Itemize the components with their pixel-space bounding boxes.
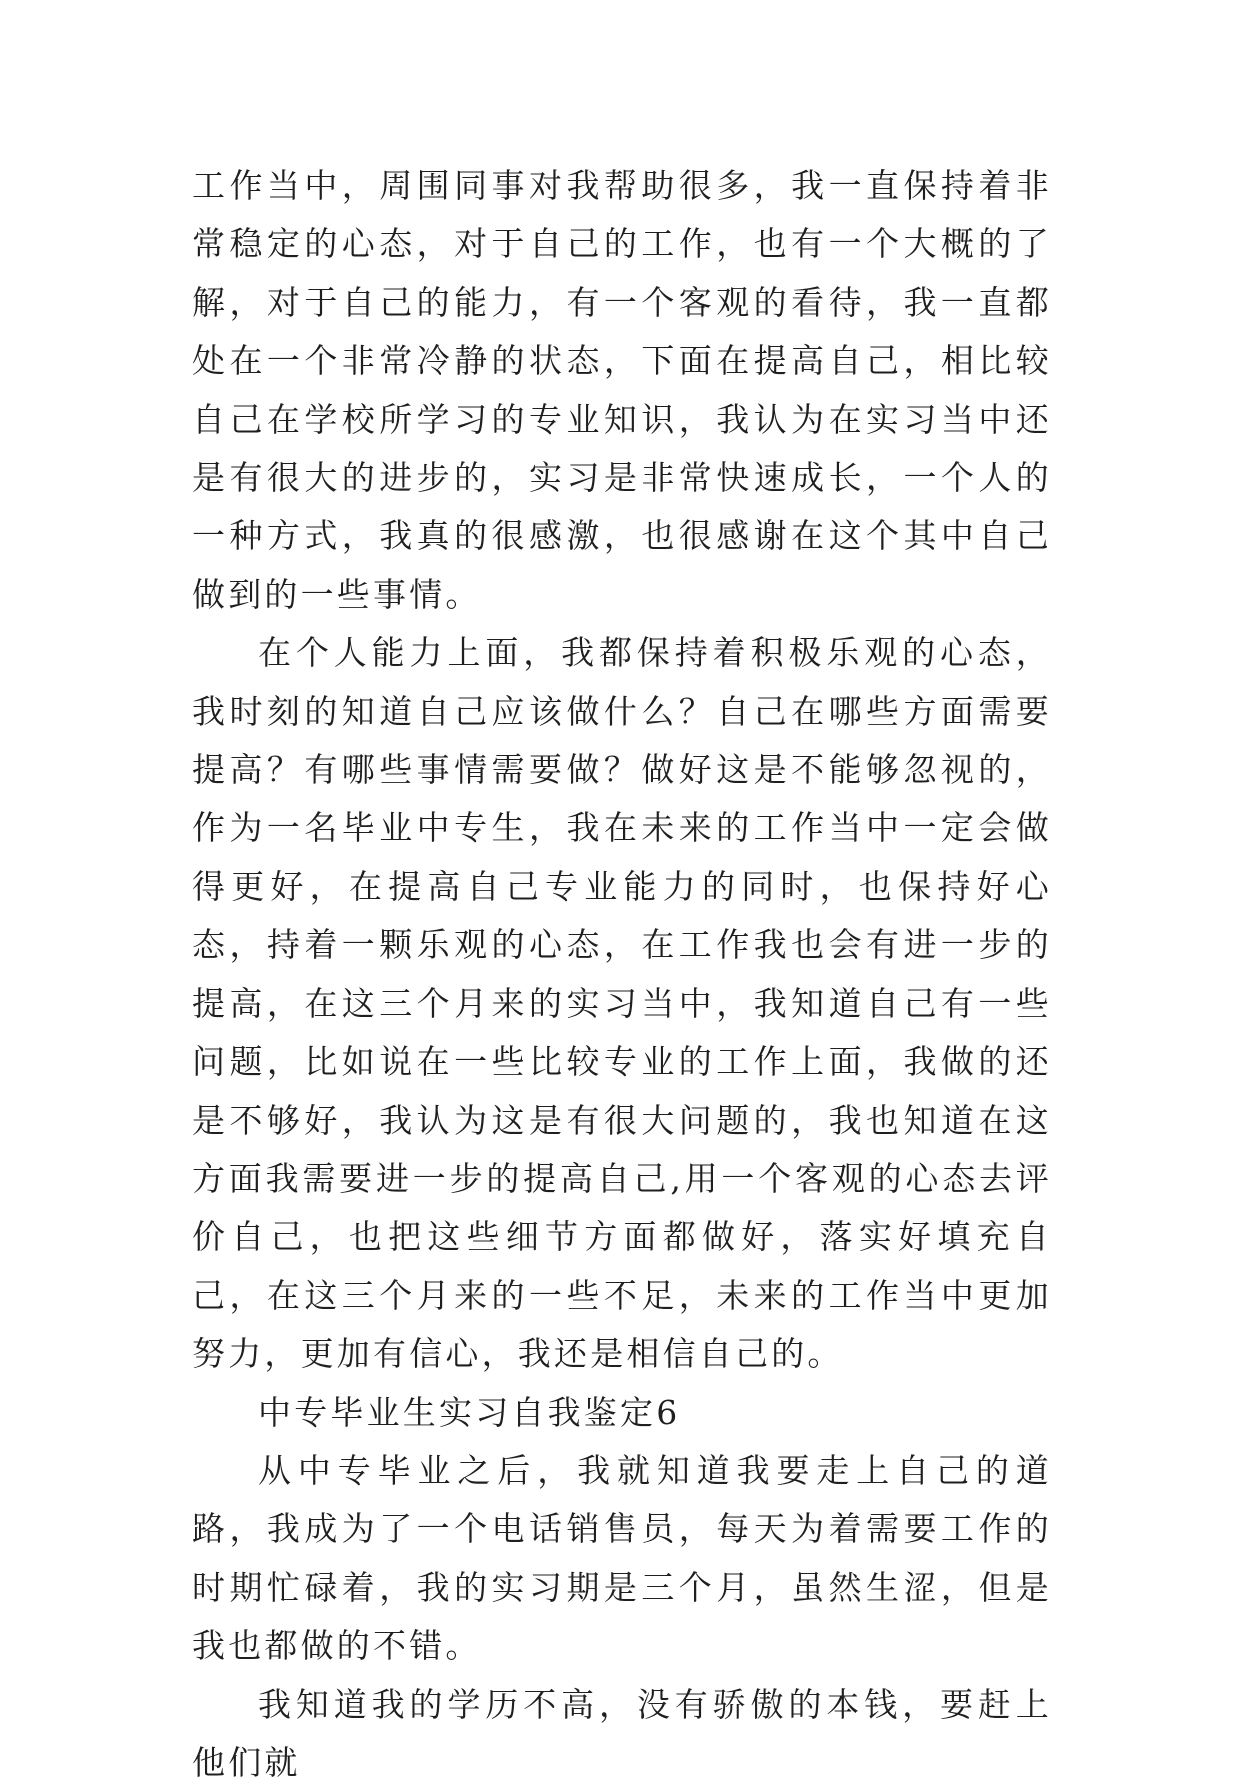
paragraph-personal-ability: 在个人能力上面，我都保持着积极乐观的心态，我时刻的知道自己应该做什么？自己在哪些方面需要提高？有哪些事情需要做？做好这是不能够忽视的，作为一名毕业中专生，我在未来的工作当中一定会做得更好，在提高自己专业能力的同时，也保持好心态，持着一颗乐观的心态，在工作我也会有进一步的提高，在这三个月来的实习当中，我知道自己有一些问题，比如说在一些比较专业的工作上面，我做的还是不够好，我认为这是有很大问题的，我也知道在这方面我需要进一步的提高自己,用一个客观的心态去评价自己，也把这些细节方面都做好，落实好填充自己，在这三个月来的一些不足，未来的工作当中更加努力，更加有信心，我还是相信自己的。 <box>192 633 1052 1374</box>
paragraph-education: 我知道我的学历不高，没有骄傲的本钱，要赶上他们就 <box>192 1684 1052 1782</box>
paragraph-after-graduation: 从中专毕业之后，我就知道我要走上自己的道路，我成为了一个电话销售员，每天为着需要工作的时期忙碌着，我的实习期是三个月，虽然生涩，但是我也都做的不错。 <box>192 1450 1052 1666</box>
document-body <box>192 157 1052 1792</box>
section-heading: 中专毕业生实习自我鉴定6 <box>258 1392 681 1432</box>
paragraph-continuation: 工作当中，周围同事对我帮助很多，我一直保持着非常稳定的心态，对于自己的工作，也有一个大概的了解，对于自己的能力，有一个客观的看待，我一直都处在一个非常冷静的状态，下面在提高自己，相比较自己在学校所学习的专业知识，我认为在实习当中还是有很大的进步的，实习是非常快速成长，一个人的一种方式，我真的很感激，也很感谢在这个其中自己做到的一些事情。 <box>192 166 1052 614</box>
